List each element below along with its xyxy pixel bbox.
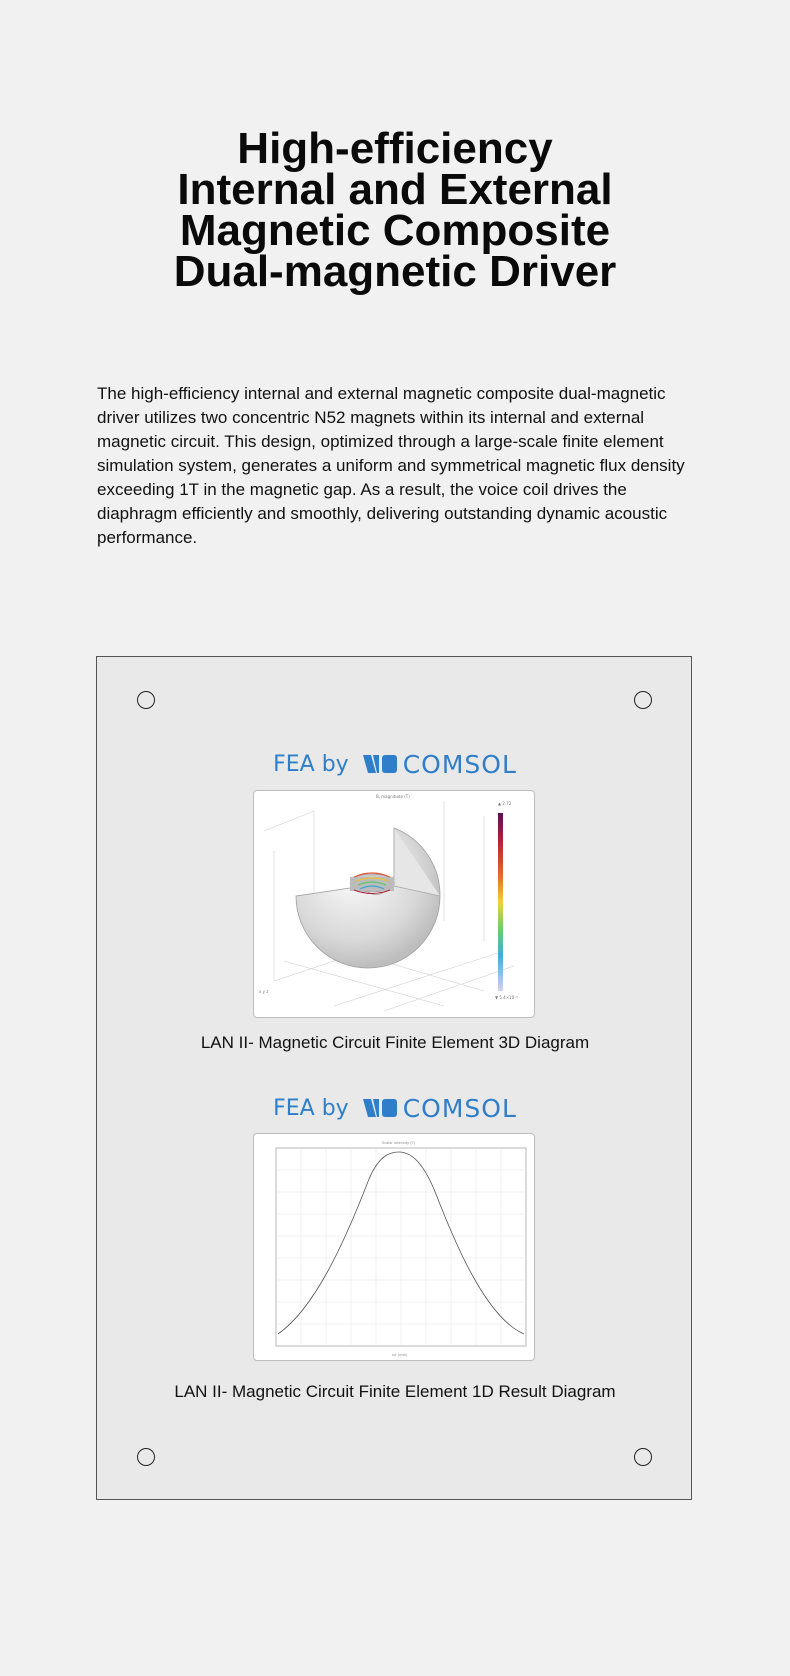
fea-by-label: FEA by	[273, 1095, 349, 1121]
screw-hole-icon	[137, 691, 155, 709]
title-line-3: Magnetic Composite	[179, 206, 611, 255]
page-title	[0, 124, 790, 296]
comsol-badge	[97, 749, 693, 779]
figure-caption: LAN II- Magnetic Circuit Finite Element 1D Result Diagram	[174, 1382, 616, 1401]
fem-1d-line-plot-image	[254, 1134, 534, 1360]
comsol-logo-icon	[363, 1099, 397, 1117]
fem-3d-diagram	[253, 790, 535, 1018]
screw-hole-icon	[137, 1448, 155, 1466]
svg-text:x y z: x y z	[259, 989, 269, 994]
comsol-brand: COMSOL	[402, 1093, 517, 1123]
svg-text:Scalar intensity (T): Scalar intensity (T)	[382, 1141, 416, 1145]
fem-1d-result-diagram	[253, 1133, 535, 1361]
comsol-logo-icon	[363, 755, 397, 773]
svg-text:x/r (mm): x/r (mm)	[392, 1353, 408, 1357]
svg-text:▲ 2.72: ▲ 2.72	[498, 801, 512, 806]
comsol-badge	[97, 1093, 693, 1123]
title-line-2: Internal and External	[177, 165, 613, 214]
title-line-1: High-efficiency	[237, 124, 553, 173]
description-paragraph: The high-efficiency internal and external magnetic composite dual-magnetic driver utilizes two concentric N52 magnets within its internal and external magnetic circuit. This design, optimized through a large-scale finite element simulation system, generates a uniform and symmetrical magnetic flux density exceeding 1T in the magnetic gap. As a result, the voice coil drives the diaphragm efficiently and smoothly, delivering outstanding dynamic acoustic performance.	[97, 384, 685, 547]
fea-by-label: FEA by	[273, 751, 349, 777]
figure-panel	[96, 656, 692, 1500]
svg-text:▼ 5.4×10⁻⁵: ▼ 5.4×10⁻⁵	[495, 995, 518, 1000]
svg-text:B, magnitude (T): B, magnitude (T)	[376, 794, 410, 799]
screw-hole-icon	[634, 691, 652, 709]
comsol-brand: COMSOL	[402, 749, 517, 779]
fem-3d-sphere-image	[254, 791, 534, 1017]
title-line-4: Dual-magnetic Driver	[173, 247, 617, 296]
screw-hole-icon	[634, 1448, 652, 1466]
figure-caption: LAN II- Magnetic Circuit Finite Element 3D Diagram	[200, 1033, 590, 1052]
